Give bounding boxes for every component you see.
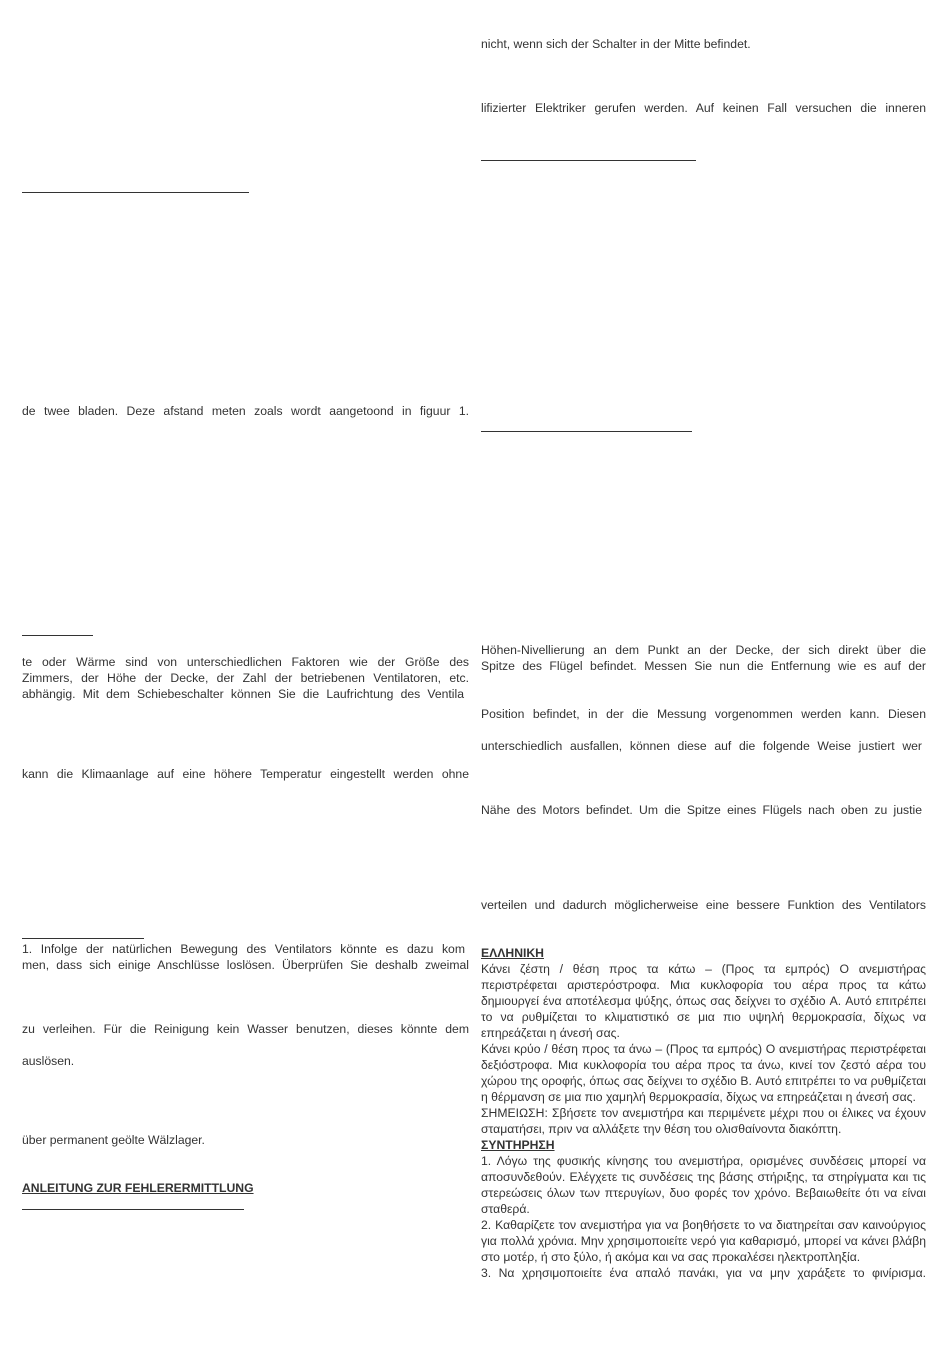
divider-rule xyxy=(22,635,93,636)
right-line-01: nicht, wenn sich der Schalter in der Mitte befindet. xyxy=(481,37,751,51)
greek-maintenance-item-2: 2. Καθαρίζετε τον ανεμιστήρα για να βοηθήσετε το να διατηρείται σαν καινούργιος για πολλά χρόνια. Μην χρησιμοποιείτε νερό για καθαρισμό, μπορεί να κάνει βλάβη στο μοτέρ, ή στο ξύλο, ή ακόμα και να σας προκαλέσει ηλεκτροπληξία. xyxy=(481,1218,926,1264)
right-line-03: Höhen-Nivellierung an dem Punkt an der Decke, der sich direkt über die xyxy=(481,643,926,657)
divider-rule xyxy=(22,192,249,193)
left-line-02: te oder Wärme sind von unterschiedlichen Faktoren wie der Größe des xyxy=(22,655,469,669)
divider-rule xyxy=(481,160,696,161)
left-line-06: 1. Infolge der natürlichen Bewegung des Ventilators könnte es dazu kom xyxy=(22,942,465,956)
divider-rule xyxy=(22,1209,244,1210)
divider-rule xyxy=(22,938,144,939)
right-line-05: Position befindet, in der die Messung vorgenommen werden kann. Diesen xyxy=(481,707,926,721)
left-line-05: kann die Klimaanlage auf eine höhere Temperatur eingestellt werden ohne xyxy=(22,767,469,781)
greek-maintenance-item-3: 3. Να χρησιμοποιείτε ένα απαλό πανάκι, για να μην χαράξετε το φινίρισμα. xyxy=(481,1266,926,1280)
right-line-02: lifizierter Elektriker gerufen werden. Auf keinen Fall versuchen die inneren xyxy=(481,101,926,115)
left-line-09: auslösen. xyxy=(22,1054,75,1068)
right-line-08: verteilen und dadurch möglicherweise eine bessere Funktion des Ventilators xyxy=(481,898,926,912)
greek-section xyxy=(481,945,926,1281)
greek-maintenance-heading: ΣΥΝΤΗΡΗΣΗ xyxy=(481,1138,555,1152)
greek-heading: ΕΛΛΗΝΙΚΗ xyxy=(481,946,544,960)
right-line-04: Spitze des Flügel befindet. Messen Sie nun die Entfernung wie es auf der xyxy=(481,659,926,673)
right-line-06: unterschiedlich ausfallen, können diese auf die folgende Weise justiert wer xyxy=(481,739,922,753)
greek-maintenance-item-1: 1. Λόγω της φυσικής κίνησης του ανεμιστήρα, ορισμένες συνδέσεις μπορεί να αποσυνδεθούν. Ελέγχετε τις συνδέσεις της βάσης στήριξης, τα στηρίγματα και τις στερεώσεις όλων των πτερυγίων, δυο φορές τον χρόνο. Βεβαιωθείτε ότι να είναι σταθερά. xyxy=(481,1154,926,1216)
greek-paragraph-summer: Κάνει ζέστη / θέση προς τα κάτω – (Προς τα εμπρός) Ο ανεμιστήρας περιστρέφεται αριστερόστροφα. Μια κυκλοφορία του αέρα προς τα κάτω δημιουργεί ένα αποτέλεσμα ψύξης, όπως σας δείχνει το σχέδιο A. Αυτό επιτρέπει το να ρυθμίζεται το κλιματιστικό σε μια πιο υψηλή θερμοκρασία, δίχως να επηρεάζεται η άνεσή σας. xyxy=(481,962,926,1040)
greek-paragraph-winter: Κάνει κρύο / θέση προς τα άνω – (Προς τα εμπρός) Ο ανεμιστήρας περιστρέφεται δεξιόστροφα. Μια κυκλοφορία του αέρα προς τα άνω, κινεί τον ζεστό αέρα του χώρου της οροφής, όπως σας δείχνει το σχέδιο B. Αυτό επιτρέπει το να ρυθμίζεται η θέρμανση σε μια πιο χαμηλή θερμοκρασία, δίχως να επηρεάζεται η άνεσή σας. xyxy=(481,1042,926,1104)
left-line-07: men, dass sich einige Anschlüsse loslösen. Überprüfen Sie deshalb zweimal xyxy=(22,958,469,972)
left-line-03: Zimmers, der Höhe der Decke, der Zahl der betriebenen Ventilatoren, etc. xyxy=(22,671,469,685)
left-line-01: de twee bladen. Deze afstand meten zoals wordt aangetoond in figuur 1. xyxy=(22,404,469,418)
right-line-07: Nähe des Motors befindet. Um die Spitze eines Flügels nach oben zu justie xyxy=(481,803,922,817)
troubleshooting-heading: ANLEITUNG ZUR FEHLERERMITTLUNG xyxy=(22,1181,254,1195)
divider-rule xyxy=(481,431,692,432)
greek-paragraph-note: ΣΗΜΕΙΩΣΗ: Σβήσετε τον ανεμιστήρα και περιμένετε μέχρι που οι έλικες να έχουν σταματήσει, πριν να αλλάξετε την θέση του ολισθαίνοντα διακόπτη. xyxy=(481,1106,926,1136)
left-line-10: über permanent geölte Wälzlager. xyxy=(22,1133,205,1147)
left-line-08: zu verleihen. Für die Reinigung kein Wasser benutzen, dieses könnte dem xyxy=(22,1022,469,1036)
left-line-04: abhängig. Mit dem Schiebeschalter können Sie die Laufrichtung des Ventila xyxy=(22,687,464,701)
